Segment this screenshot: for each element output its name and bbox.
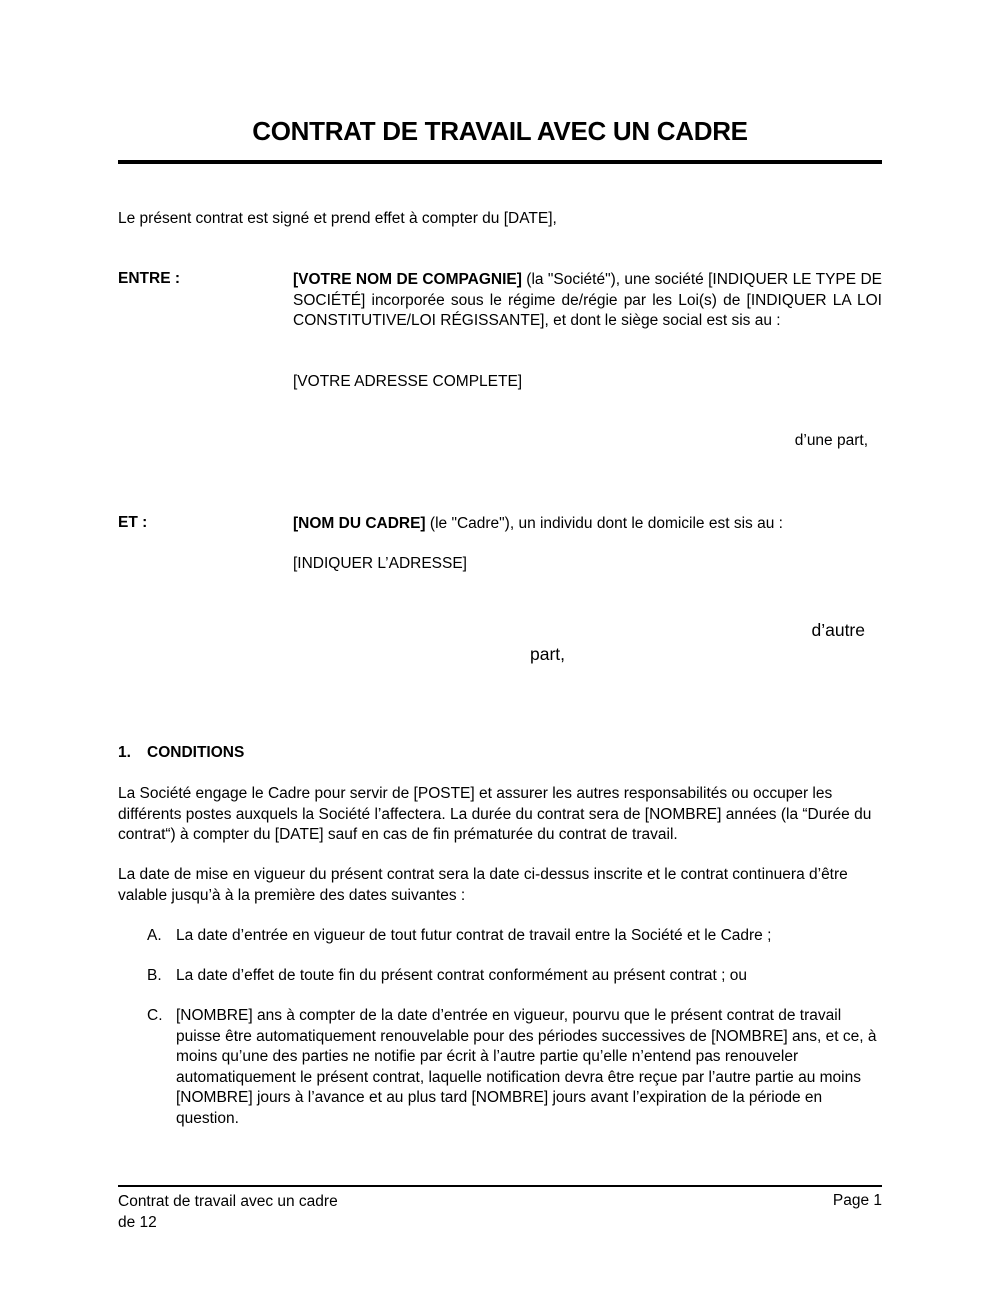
- footer-page-total: de 12: [118, 1213, 157, 1231]
- footer-page-number: Page 1: [832, 1192, 882, 1209]
- party2-address: [INDIQUER L’ADRESSE]: [293, 555, 467, 572]
- list-marker: A.: [147, 927, 162, 944]
- party2-description: [293, 514, 882, 535]
- party2-name: [NOM DU CADRE]: [293, 515, 426, 532]
- footer-title: Contrat de travail avec un cadre: [118, 1193, 338, 1210]
- intro-text: Le présent contrat est signé et prend effet à compter du [DATE],: [118, 210, 557, 227]
- party1-label: ENTRE :: [118, 270, 180, 287]
- party1-name: [VOTRE NOM DE COMPAGNIE]: [293, 271, 522, 288]
- list-item: [147, 1006, 882, 1129]
- footer-document-name: [118, 1192, 338, 1233]
- list-marker: B.: [147, 967, 162, 984]
- section-number: 1.: [118, 744, 131, 761]
- title-divider: [118, 160, 882, 164]
- party1-details: (la "Société"), une société [INDIQUER LE TYPE DE SOCIÉTÉ] incorporée sous le régime de/régie par les Loi(s) de [INDIQUER LA LOI CONSTITUTIVE/LOI RÉGISSANTE], et dont le siège social est sis au :: [293, 271, 882, 329]
- list-item-text: La date d’effet de toute fin du présent contrat conformément au présent contrat ; ou: [176, 967, 747, 984]
- list-item-text: La date d’entrée en vigueur de tout futur contrat de travail entre la Société et le Cadre ;: [176, 927, 772, 944]
- party1-closing: d’une part,: [794, 432, 868, 449]
- section-paragraph: La Société engage le Cadre pour servir de [POSTE] et assurer les autres responsabilités ou occuper les différents postes auxquels la Société l’affectera. La durée du contrat sera de [NOMBRE] années (la “Durée du contrat“) à compter du [DATE] sauf en cas de fin prématurée du contrat de travail.: [118, 785, 872, 843]
- document-title: CONTRAT DE TRAVAIL AVEC UN CADRE: [252, 116, 748, 146]
- list-item: [147, 966, 882, 987]
- list-item: [147, 926, 882, 947]
- party2-details: (le "Cadre"), un individu dont le domicile est sis au :: [425, 515, 783, 532]
- footer-divider: [118, 1185, 882, 1187]
- list-item-text: [NOMBRE] ans à compter de la date d’entrée en vigueur, pourvu que le présent contrat de travail puisse être automatiquement renouvelable pour des périodes successives de [NOMBRE] ans, et ce, à moins qu’une des parties ne notifie par écrit à l’autre partie qu’elle n’entend pas renouveler automatiquement le présent contrat, laquelle notification devra être reçue par l’autre partie au moins [NOMBRE] jours à l’avance et au plus tard [NOMBRE] jours avant l’expiration de la période en question.: [176, 1007, 877, 1127]
- party1-description: [293, 270, 882, 332]
- party2-label: ET :: [118, 514, 148, 531]
- section-paragraph: La date de mise en vigueur du présent contrat sera la date ci-dessus inscrite et le contrat continuera d’être valable jusqu’à à la première des dates suivantes :: [118, 866, 848, 904]
- party2-closing-line2: part,: [530, 644, 566, 664]
- party1-address: [VOTRE ADRESSE COMPLETE]: [293, 373, 523, 390]
- party2-closing-line1: d’autre: [811, 620, 865, 640]
- section-title: CONDITIONS: [147, 744, 245, 761]
- list-marker: C.: [147, 1007, 163, 1024]
- section-heading-conditions: [118, 744, 244, 762]
